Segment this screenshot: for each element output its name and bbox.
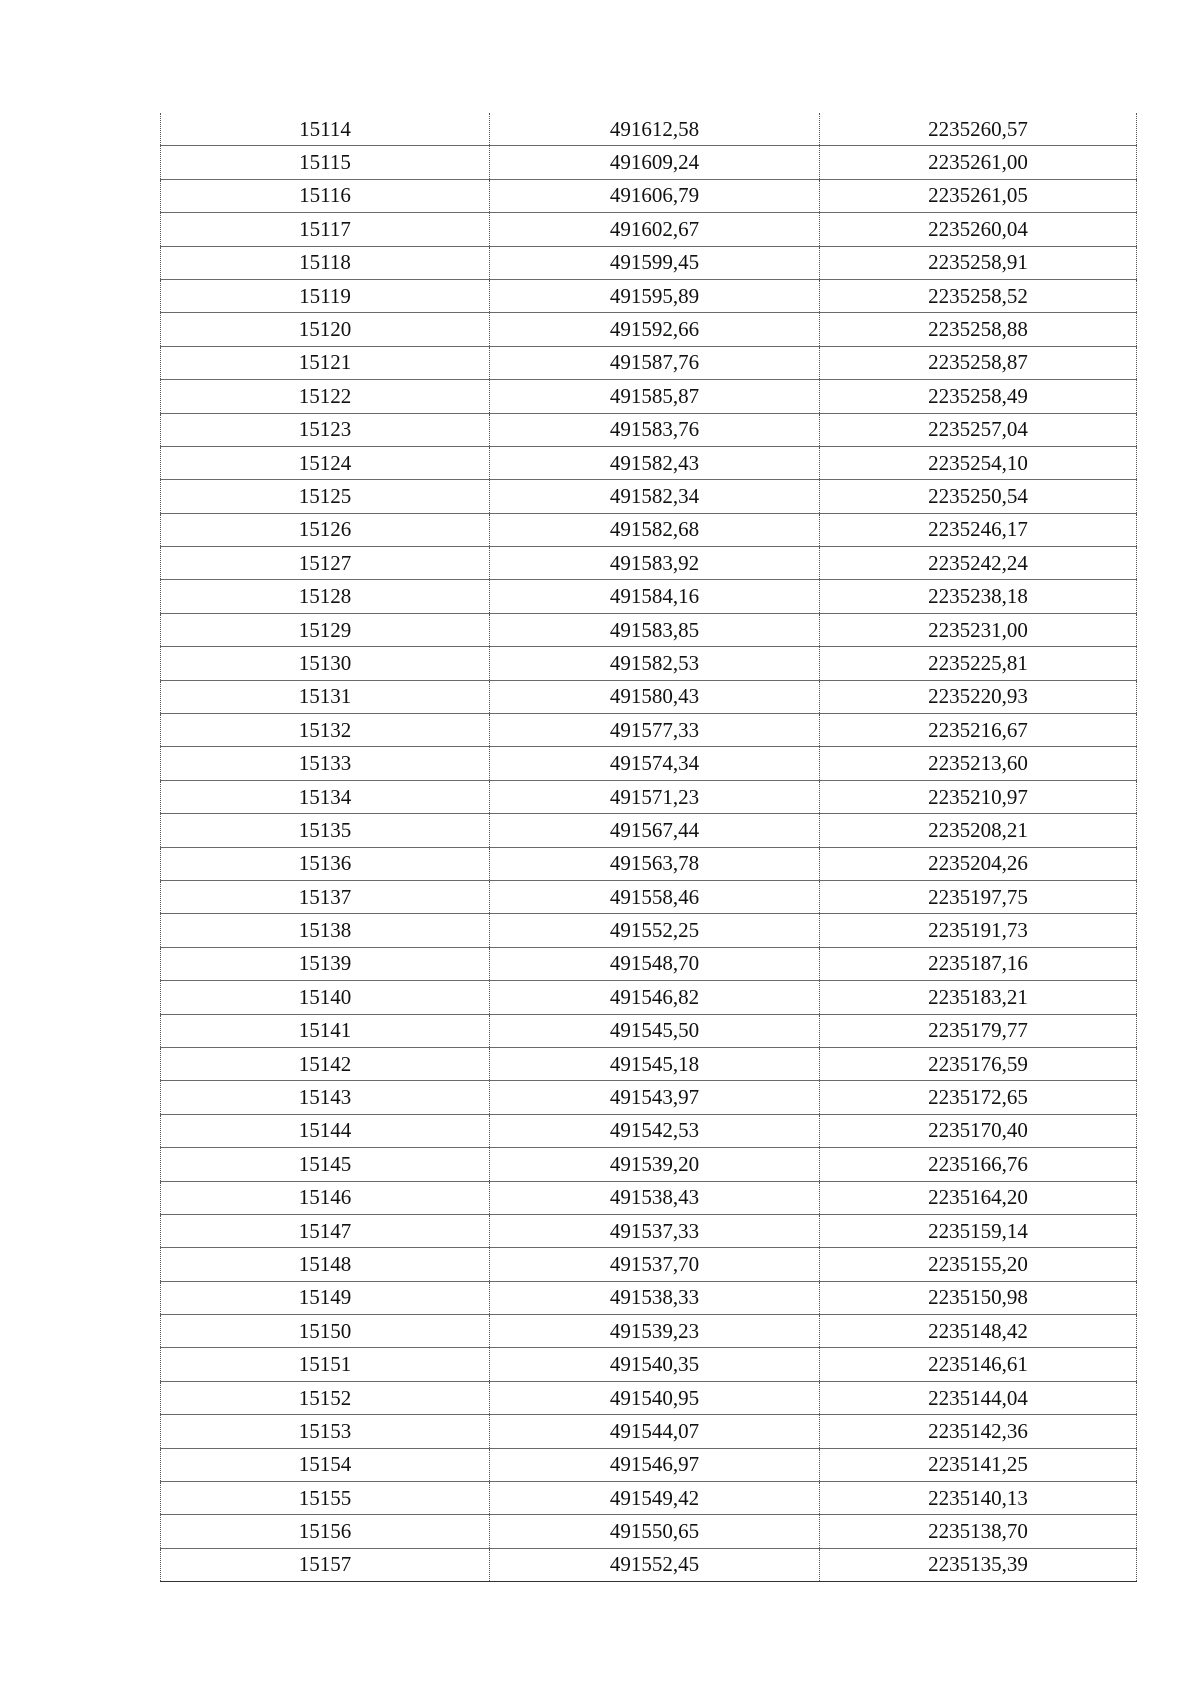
table-row [161, 1114, 1137, 1147]
point-number-cell: 15118 [161, 246, 490, 279]
table-row [161, 780, 1137, 813]
table-row [161, 1448, 1137, 1481]
y-coordinate-cell: 2235179,77 [820, 1014, 1137, 1047]
x-coordinate-cell: 491537,33 [490, 1214, 820, 1247]
y-coordinate-cell: 2235213,60 [820, 747, 1137, 780]
y-coordinate-cell: 2235146,61 [820, 1348, 1137, 1381]
table-row [161, 513, 1137, 546]
point-number-cell: 15153 [161, 1415, 490, 1448]
x-coordinate-cell: 491542,53 [490, 1114, 820, 1147]
table-row [161, 580, 1137, 613]
point-number-cell: 15138 [161, 914, 490, 947]
y-coordinate-cell: 2235238,18 [820, 580, 1137, 613]
x-coordinate-cell: 491583,85 [490, 613, 820, 646]
table-row [161, 814, 1137, 847]
table-row [161, 947, 1137, 980]
table-row [161, 981, 1137, 1014]
point-number-cell: 15152 [161, 1381, 490, 1414]
table-row [161, 1381, 1137, 1414]
table-row [161, 413, 1137, 446]
y-coordinate-cell: 2235166,76 [820, 1148, 1137, 1181]
y-coordinate-cell: 2235155,20 [820, 1248, 1137, 1281]
point-number-cell: 15130 [161, 647, 490, 680]
table-row [161, 480, 1137, 513]
x-coordinate-cell: 491582,68 [490, 513, 820, 546]
point-number-cell: 15119 [161, 279, 490, 312]
point-number-cell: 15122 [161, 380, 490, 413]
x-coordinate-cell: 491583,76 [490, 413, 820, 446]
x-coordinate-cell: 491539,23 [490, 1315, 820, 1348]
y-coordinate-cell: 2235164,20 [820, 1181, 1137, 1214]
x-coordinate-cell: 491544,07 [490, 1415, 820, 1448]
table-row [161, 880, 1137, 913]
x-coordinate-cell: 491550,65 [490, 1515, 820, 1548]
table-row [161, 1315, 1137, 1348]
coordinates-table-body [161, 113, 1137, 1582]
point-number-cell: 15126 [161, 513, 490, 546]
y-coordinate-cell: 2235170,40 [820, 1114, 1137, 1147]
point-number-cell: 15135 [161, 814, 490, 847]
x-coordinate-cell: 491599,45 [490, 246, 820, 279]
x-coordinate-cell: 491545,18 [490, 1047, 820, 1080]
point-number-cell: 15141 [161, 1014, 490, 1047]
table-row [161, 747, 1137, 780]
x-coordinate-cell: 491612,58 [490, 113, 820, 146]
y-coordinate-cell: 2235191,73 [820, 914, 1137, 947]
x-coordinate-cell: 491602,67 [490, 213, 820, 246]
y-coordinate-cell: 2235258,49 [820, 380, 1137, 413]
x-coordinate-cell: 491552,45 [490, 1548, 820, 1581]
x-coordinate-cell: 491567,44 [490, 814, 820, 847]
x-coordinate-cell: 491539,20 [490, 1148, 820, 1181]
table-row [161, 346, 1137, 379]
table-row [161, 1047, 1137, 1080]
point-number-cell: 15143 [161, 1081, 490, 1114]
point-number-cell: 15128 [161, 580, 490, 613]
y-coordinate-cell: 2235183,21 [820, 981, 1137, 1014]
y-coordinate-cell: 2235148,42 [820, 1315, 1137, 1348]
x-coordinate-cell: 491543,97 [490, 1081, 820, 1114]
x-coordinate-cell: 491585,87 [490, 380, 820, 413]
y-coordinate-cell: 2235187,16 [820, 947, 1137, 980]
x-coordinate-cell: 491540,35 [490, 1348, 820, 1381]
y-coordinate-cell: 2235258,88 [820, 313, 1137, 346]
point-number-cell: 15123 [161, 413, 490, 446]
point-number-cell: 15129 [161, 613, 490, 646]
x-coordinate-cell: 491540,95 [490, 1381, 820, 1414]
table-row [161, 547, 1137, 580]
x-coordinate-cell: 491546,97 [490, 1448, 820, 1481]
table-row [161, 279, 1137, 312]
x-coordinate-cell: 491587,76 [490, 346, 820, 379]
x-coordinate-cell: 491571,23 [490, 780, 820, 813]
y-coordinate-cell: 2235172,65 [820, 1081, 1137, 1114]
y-coordinate-cell: 2235208,21 [820, 814, 1137, 847]
x-coordinate-cell: 491582,53 [490, 647, 820, 680]
x-coordinate-cell: 491558,46 [490, 880, 820, 913]
point-number-cell: 15147 [161, 1214, 490, 1247]
table-row [161, 1348, 1137, 1381]
x-coordinate-cell: 491609,24 [490, 146, 820, 179]
y-coordinate-cell: 2235260,57 [820, 113, 1137, 146]
table-row [161, 146, 1137, 179]
x-coordinate-cell: 491552,25 [490, 914, 820, 947]
y-coordinate-cell: 2235159,14 [820, 1214, 1137, 1247]
x-coordinate-cell: 491538,43 [490, 1181, 820, 1214]
x-coordinate-cell: 491580,43 [490, 680, 820, 713]
point-number-cell: 15120 [161, 313, 490, 346]
point-number-cell: 15136 [161, 847, 490, 880]
x-coordinate-cell: 491606,79 [490, 179, 820, 212]
point-number-cell: 15116 [161, 179, 490, 212]
y-coordinate-cell: 2235144,04 [820, 1381, 1137, 1414]
point-number-cell: 15133 [161, 747, 490, 780]
table-row [161, 446, 1137, 479]
y-coordinate-cell: 2235231,00 [820, 613, 1137, 646]
y-coordinate-cell: 2235258,87 [820, 346, 1137, 379]
x-coordinate-cell: 491574,34 [490, 747, 820, 780]
y-coordinate-cell: 2235258,52 [820, 279, 1137, 312]
y-coordinate-cell: 2235220,93 [820, 680, 1137, 713]
point-number-cell: 15127 [161, 547, 490, 580]
table-row [161, 246, 1137, 279]
point-number-cell: 15139 [161, 947, 490, 980]
point-number-cell: 15155 [161, 1482, 490, 1515]
table-row [161, 1415, 1137, 1448]
x-coordinate-cell: 491563,78 [490, 847, 820, 880]
x-coordinate-cell: 491549,42 [490, 1482, 820, 1515]
table-row [161, 1548, 1137, 1581]
table-row [161, 1214, 1137, 1247]
table-row [161, 613, 1137, 646]
y-coordinate-cell: 2235142,36 [820, 1415, 1137, 1448]
x-coordinate-cell: 491582,34 [490, 480, 820, 513]
point-number-cell: 15154 [161, 1448, 490, 1481]
point-number-cell: 15144 [161, 1114, 490, 1147]
y-coordinate-cell: 2235141,25 [820, 1448, 1137, 1481]
y-coordinate-cell: 2235260,04 [820, 213, 1137, 246]
point-number-cell: 15117 [161, 213, 490, 246]
x-coordinate-cell: 491548,70 [490, 947, 820, 980]
y-coordinate-cell: 2235250,54 [820, 480, 1137, 513]
x-coordinate-cell: 491592,66 [490, 313, 820, 346]
x-coordinate-cell: 491595,89 [490, 279, 820, 312]
point-number-cell: 15132 [161, 714, 490, 747]
x-coordinate-cell: 491582,43 [490, 446, 820, 479]
y-coordinate-cell: 2235150,98 [820, 1281, 1137, 1314]
table-row [161, 647, 1137, 680]
point-number-cell: 15145 [161, 1148, 490, 1181]
table-row [161, 680, 1137, 713]
x-coordinate-cell: 491545,50 [490, 1014, 820, 1047]
table-row [161, 380, 1137, 413]
point-number-cell: 15134 [161, 780, 490, 813]
point-number-cell: 15156 [161, 1515, 490, 1548]
point-number-cell: 15151 [161, 1348, 490, 1381]
table-row [161, 1281, 1137, 1314]
x-coordinate-cell: 491537,70 [490, 1248, 820, 1281]
x-coordinate-cell: 491538,33 [490, 1281, 820, 1314]
table-row [161, 1148, 1137, 1181]
point-number-cell: 15137 [161, 880, 490, 913]
table-row [161, 113, 1137, 146]
point-number-cell: 15125 [161, 480, 490, 513]
point-number-cell: 15150 [161, 1315, 490, 1348]
table-row [161, 1014, 1137, 1047]
y-coordinate-cell: 2235176,59 [820, 1047, 1137, 1080]
y-coordinate-cell: 2235216,67 [820, 714, 1137, 747]
y-coordinate-cell: 2235138,70 [820, 1515, 1137, 1548]
point-number-cell: 15140 [161, 981, 490, 1014]
table-row [161, 213, 1137, 246]
y-coordinate-cell: 2235261,00 [820, 146, 1137, 179]
y-coordinate-cell: 2235258,91 [820, 246, 1137, 279]
coordinates-table [160, 113, 1137, 1582]
point-number-cell: 15148 [161, 1248, 490, 1281]
point-number-cell: 15157 [161, 1548, 490, 1581]
table-row [161, 313, 1137, 346]
table-row [161, 1248, 1137, 1281]
table-row [161, 1181, 1137, 1214]
point-number-cell: 15131 [161, 680, 490, 713]
y-coordinate-cell: 2235135,39 [820, 1548, 1137, 1581]
y-coordinate-cell: 2235261,05 [820, 179, 1137, 212]
table-row [161, 179, 1137, 212]
y-coordinate-cell: 2235204,26 [820, 847, 1137, 880]
table-row [161, 1515, 1137, 1548]
point-number-cell: 15124 [161, 446, 490, 479]
table-row [161, 847, 1137, 880]
x-coordinate-cell: 491546,82 [490, 981, 820, 1014]
y-coordinate-cell: 2235242,24 [820, 547, 1137, 580]
x-coordinate-cell: 491583,92 [490, 547, 820, 580]
point-number-cell: 15121 [161, 346, 490, 379]
y-coordinate-cell: 2235257,04 [820, 413, 1137, 446]
table-row [161, 1482, 1137, 1515]
point-number-cell: 15142 [161, 1047, 490, 1080]
x-coordinate-cell: 491584,16 [490, 580, 820, 613]
table-row [161, 714, 1137, 747]
y-coordinate-cell: 2235140,13 [820, 1482, 1137, 1515]
point-number-cell: 15115 [161, 146, 490, 179]
x-coordinate-cell: 491577,33 [490, 714, 820, 747]
y-coordinate-cell: 2235225,81 [820, 647, 1137, 680]
y-coordinate-cell: 2235254,10 [820, 446, 1137, 479]
table-row [161, 1081, 1137, 1114]
y-coordinate-cell: 2235197,75 [820, 880, 1137, 913]
point-number-cell: 15149 [161, 1281, 490, 1314]
y-coordinate-cell: 2235210,97 [820, 780, 1137, 813]
table-row [161, 914, 1137, 947]
point-number-cell: 15114 [161, 113, 490, 146]
point-number-cell: 15146 [161, 1181, 490, 1214]
y-coordinate-cell: 2235246,17 [820, 513, 1137, 546]
